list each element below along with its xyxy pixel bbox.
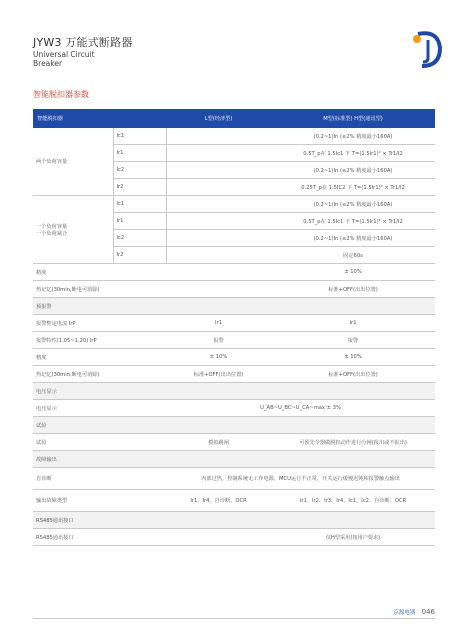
table-row [33, 366, 435, 383]
row-label: 报警整定电流 IrP [33, 315, 166, 332]
section-band-label: 故障输出 [33, 451, 166, 468]
table-row [33, 264, 435, 281]
l-type-value [166, 145, 271, 162]
row-label: 热记忆(30min,断电可消除) [33, 281, 166, 298]
l-type-value: 模拟跳闸 [166, 434, 271, 451]
section-band-label: RS485通讯接口 [33, 512, 166, 529]
table-row [33, 400, 435, 417]
section-band-fill [166, 451, 435, 468]
section-band-label: 试验 [33, 417, 166, 434]
page-subtitle-line2: Breaker [33, 59, 63, 68]
section-band-fill [166, 417, 435, 434]
mh-type-value: 标准+OFF(出出位置) [271, 281, 435, 298]
param-label: Ic2 [113, 162, 166, 179]
table-row [33, 128, 435, 145]
row-label: 精度 [33, 264, 166, 281]
section-band-fill [166, 383, 435, 400]
mh-type-value: 0.25T_p在 1.5IC2 下 T=(1.5Ir1)² × Tr1/I2 [271, 179, 435, 196]
table-row [33, 490, 435, 512]
page-number: 046 [421, 608, 435, 616]
brand-logo [408, 28, 446, 70]
l-type-value [166, 196, 271, 213]
l-type-value: 报警 [166, 332, 271, 349]
header-col-l-type: L型(经济型) [166, 109, 271, 128]
table-row [33, 196, 435, 213]
group-label: 两个负荷容量 [33, 128, 113, 196]
footer-divider [33, 618, 435, 619]
table-row [33, 315, 435, 332]
l-type-value [166, 529, 271, 546]
row-label: 试验 [33, 434, 166, 451]
merged-value: U_AB~U_BC~U_CA~max ± 3% [166, 400, 435, 417]
row-label: 自诊断 [33, 468, 166, 490]
row-label: 电压显示 [33, 400, 166, 417]
l-type-value [166, 230, 271, 247]
section-band-row [33, 451, 435, 468]
footer [393, 608, 435, 616]
header [33, 34, 133, 68]
param-label: Ir2 [113, 247, 166, 264]
section-band-row [33, 298, 435, 315]
mh-type-value: (0.2~1)In (≤2% 精度最小160A) [271, 128, 435, 145]
l-type-value [166, 128, 271, 145]
param-label: Ic1 [113, 196, 166, 213]
section-title: 智能脱扣器参数 [33, 90, 89, 99]
row-label: 报警特性(1.05~1.20) IrP [33, 332, 166, 349]
header-col-trip-unit: 智能脱扣器 [33, 109, 166, 128]
mh-type-value: 标准+OFF(出出位置) [271, 366, 435, 383]
mh-type-value: 仅H型采用(按用户要求) [271, 529, 435, 546]
section-band-fill [166, 512, 435, 529]
l-type-value: 标准+OFF(出出位置) [166, 366, 271, 383]
l-type-value [166, 179, 271, 196]
table-row [33, 529, 435, 546]
param-label: Ir2 [113, 179, 166, 196]
table-row [33, 281, 435, 298]
table-row [33, 434, 435, 451]
spec-table [33, 109, 435, 546]
mh-type-value: Ir1 [271, 315, 435, 332]
section-band-row [33, 383, 435, 400]
l-type-value [166, 264, 271, 281]
table-row [33, 468, 435, 490]
l-type-value [166, 281, 271, 298]
mh-type-value: 0.5T_p在 1.5Ic1 下 T=(1.5Ir1)² × Tr1/I2 [271, 145, 435, 162]
l-type-value [166, 247, 271, 264]
l-type-value [166, 213, 271, 230]
l-type-value: Ir1 [166, 315, 271, 332]
mh-type-value: (0.2~1)In (≤2% 精度最小160A) [271, 162, 435, 179]
row-label: 热记忆(30min,断电可消除) [33, 366, 166, 383]
section-band-fill [166, 298, 435, 315]
param-label: Ir1 [113, 145, 166, 162]
section-band-label: 预报警 [33, 298, 166, 315]
row-label: 精度 [33, 349, 166, 366]
footer-brand: 京源电器 [393, 610, 416, 616]
section-band-label: 电压显示 [33, 383, 166, 400]
param-label: Ic2 [113, 230, 166, 247]
mh-type-value: 固定60s [271, 247, 435, 264]
page-title: JYW3 万能式断路器 [33, 36, 133, 49]
section-band-row [33, 512, 435, 529]
table-row [33, 349, 435, 366]
mh-type-value: Ir1、Ir2、Ir3、Ir4、Ic1、Ic2、自诊断、OCR [271, 490, 435, 512]
mh-type-value: 报警 [271, 332, 435, 349]
group-label: 一个负荷容量 一个负荷减合 [33, 196, 113, 264]
param-label: Ir1 [113, 213, 166, 230]
mh-type-value: ± 10% [271, 349, 435, 366]
mh-type-value: (0.2~1)In (≤2% 精度最小160A) [271, 230, 435, 247]
l-type-value: ± 10% [166, 349, 271, 366]
merged-value: 内部过热，控制系统无工作电源，MCU运行不正常，开关运行缓慢迟钝和报警触点输出 [166, 468, 435, 490]
header-col-mh-type: M型(标准型) H型(通讯型) [271, 109, 435, 128]
mh-type-value: ± 10% [271, 264, 435, 281]
page-subtitle-line1: Universal Circuit [33, 50, 95, 59]
table-row [33, 332, 435, 349]
mh-type-value: (0.2~1)In (≤2% 精度最小160A) [271, 196, 435, 213]
row-label: 输出故障类型 [33, 490, 166, 512]
mh-type-value: 0.5T_p在 1.5Ic1 下 T=(1.5Ir1)² × Tr1/I2 [271, 213, 435, 230]
l-type-value: Ir1、Ir4、自诊断、OCR [166, 490, 271, 512]
param-label: Ic1 [113, 128, 166, 145]
section-band-row [33, 417, 435, 434]
l-type-value [166, 162, 271, 179]
row-label: RS485通讯接口 [33, 529, 166, 546]
mh-type-value: 可预先令器做脱扣动作进行分闸(报出或不报出) [271, 434, 435, 451]
